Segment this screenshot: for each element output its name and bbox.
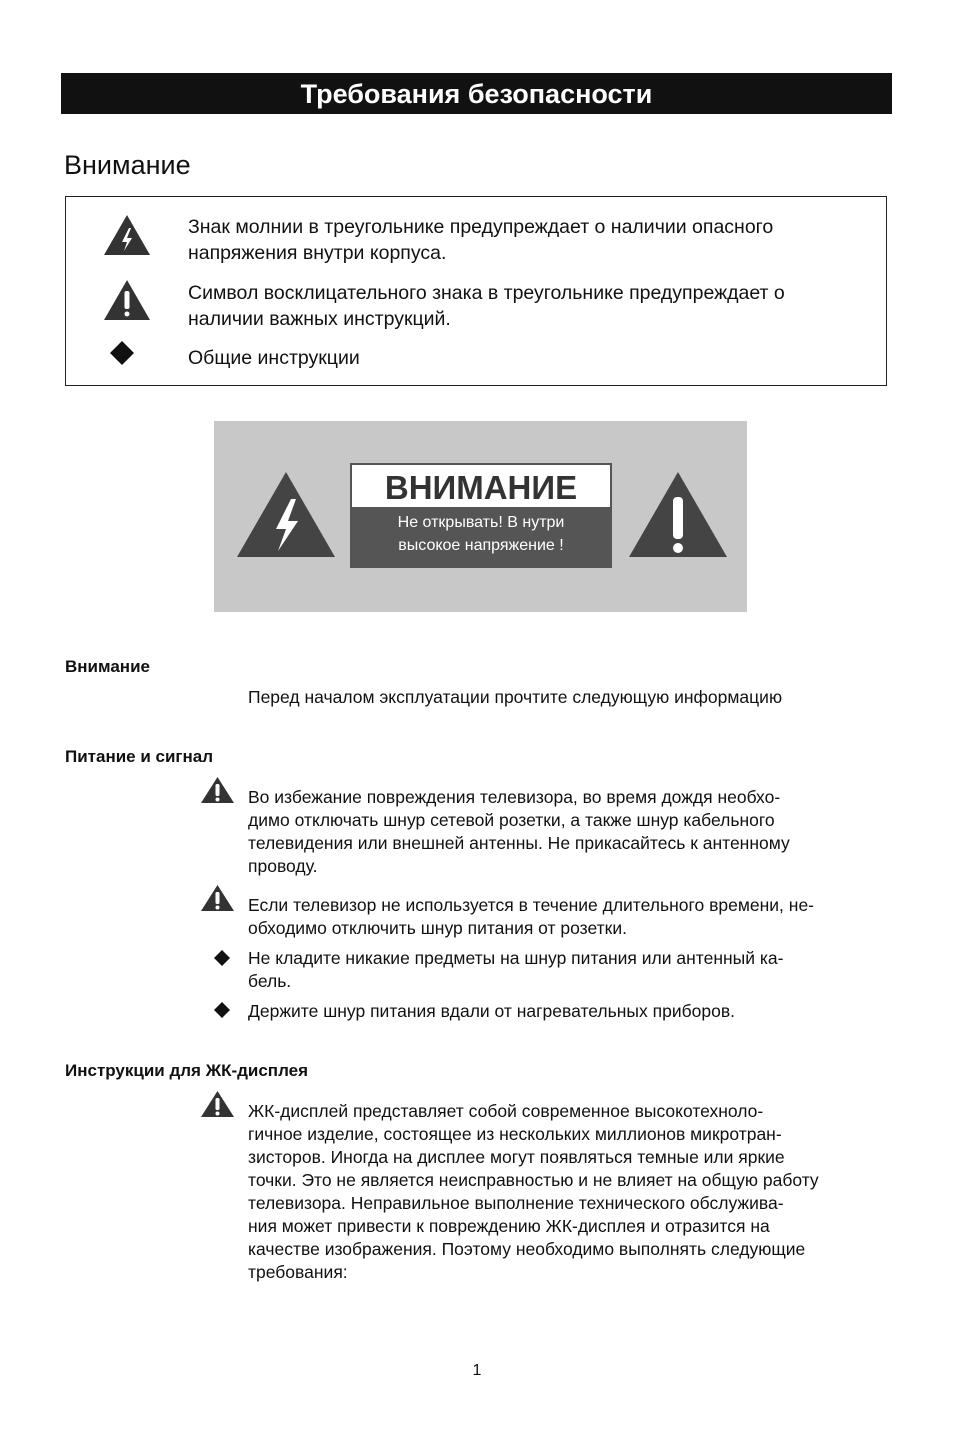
diamond-bullet-icon <box>213 1001 231 1019</box>
legend-line: наличии важных инструкций. <box>188 308 451 330</box>
legend-item-lightning <box>188 214 773 266</box>
paragraph-line: обходимо отключить шнур питания от розетки. <box>248 918 627 938</box>
page-title: Требования безопасности <box>300 79 653 109</box>
power-item-2 <box>248 894 814 940</box>
caution-message <box>352 511 610 557</box>
caution-title: ВНИМАНИЕ <box>352 465 610 507</box>
paragraph-line: телевидения или внешней антенны. Не прикасайтесь к антенному <box>248 833 790 853</box>
paragraph-line: проводу. <box>248 856 318 876</box>
paragraph-line: димо отключать шнур сетевой розетки, а также шнур кабельного <box>248 810 775 830</box>
exclamation-triangle-icon <box>200 884 235 912</box>
paragraph-line: Держите шнур питания вдали от нагревательных приборов. <box>248 1001 735 1021</box>
paragraph-line: Не кладите никакие предметы на шнур питания или антенный ка- <box>248 948 784 968</box>
legend-line: Общие инструкции <box>188 347 360 369</box>
section-title-power: Питание и сигнал <box>65 747 214 766</box>
power-item-4 <box>248 1000 735 1023</box>
lcd-item-1 <box>248 1100 819 1284</box>
paragraph-line: бель. <box>248 971 292 991</box>
exclamation-triangle-icon <box>103 279 151 321</box>
section-title-lcd: Инструкции для ЖК-дисплея <box>65 1061 309 1080</box>
paragraph-line: зисторов. Иногда на дисплее могут появляться темные или яркие <box>248 1147 785 1167</box>
legend-line: Символ восклицательного знака в треугольнике предупреждает о <box>188 282 785 304</box>
legend-item-diamond <box>188 345 360 371</box>
caution-plate <box>214 421 747 612</box>
exclamation-triangle-icon <box>200 1090 235 1118</box>
paragraph-line: Во избежание повреждения телевизора, во время дождя необхо- <box>248 787 781 807</box>
power-item-1 <box>248 786 790 878</box>
section-title-attention: Внимание <box>65 657 150 676</box>
power-item-3 <box>248 947 784 993</box>
paragraph-line: ния может привести к повреждению ЖК-дисплея и отразится на <box>248 1216 770 1236</box>
page-title-bar <box>61 73 892 114</box>
warning-heading: Внимание <box>64 150 191 180</box>
caution-message-line: высокое напряжение ! <box>398 537 564 554</box>
diamond-bullet-icon <box>213 949 231 967</box>
symbol-legend-box <box>65 196 887 386</box>
paragraph-line: требования: <box>248 1262 348 1282</box>
lightning-triangle-icon <box>236 471 336 558</box>
exclamation-triangle-icon <box>200 776 235 804</box>
exclamation-triangle-icon <box>628 471 728 558</box>
paragraph-line: точки. Это не является неисправностью и не влияет на общую работу <box>248 1170 819 1190</box>
caution-message-line: Не открывать! В нутри <box>397 514 565 531</box>
paragraph-line: гичное изделие, состоящее из нескольких миллионов микротран- <box>248 1124 782 1144</box>
attention-text: Перед началом эксплуатации прочтите следующую информацию <box>248 687 783 707</box>
legend-line: Знак молнии в треугольнике предупреждает о наличии опасного <box>188 216 774 238</box>
diamond-bullet-icon <box>109 340 135 366</box>
paragraph-line: ЖК-дисплей представляет собой современное высокотехноло- <box>248 1101 764 1121</box>
paragraph-line: качестве изображения. Поэтому необходимо выполнять следующие <box>248 1239 806 1259</box>
lightning-triangle-icon <box>103 214 151 256</box>
paragraph-line: телевизора. Неправильное выполнение технического обслужива- <box>248 1193 784 1213</box>
paragraph-line: Если телевизор не используется в течение длительного времени, не- <box>248 895 815 915</box>
legend-line: напряжения внутри корпуса. <box>188 242 447 264</box>
page-number: 1 <box>472 1362 482 1379</box>
legend-item-exclamation <box>188 280 785 332</box>
caution-label <box>350 463 612 568</box>
